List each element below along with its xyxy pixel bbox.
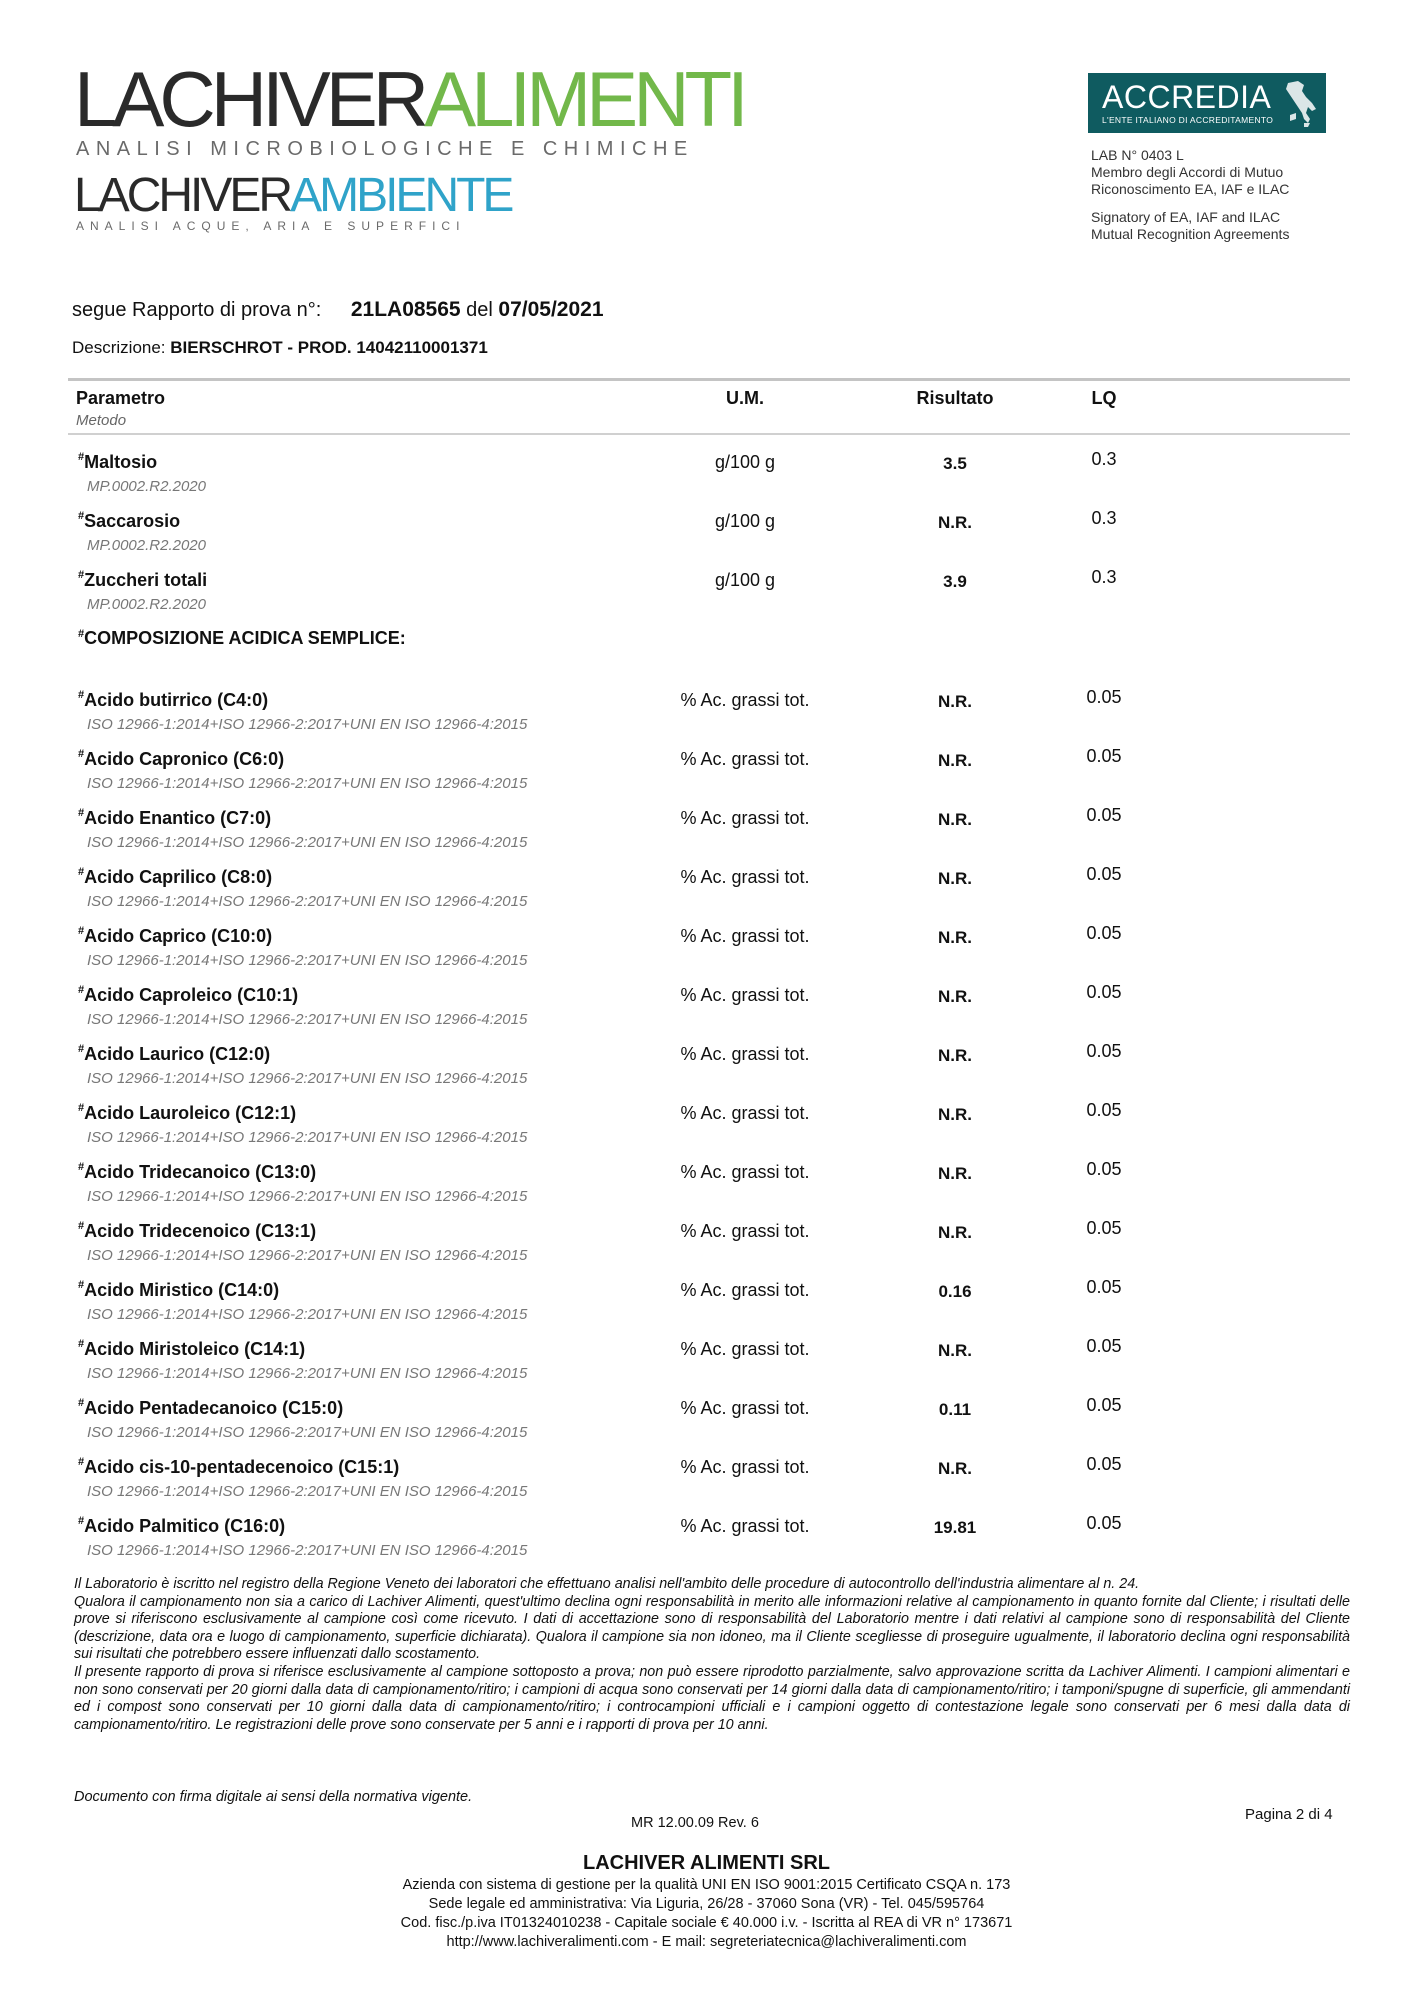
param-name bbox=[78, 1103, 296, 1124]
param-name bbox=[78, 1339, 305, 1360]
header-parametro: Parametro bbox=[76, 388, 166, 408]
accredia-signatory-line: Mutual Recognition Agreements bbox=[1091, 226, 1290, 242]
param-name bbox=[78, 1280, 279, 1301]
param-name-text: Acido cis-10-pentadecenoico (C15:1) bbox=[84, 1457, 400, 1477]
param-unit: % Ac. grassi tot. bbox=[680, 1516, 810, 1536]
param-name-text: Zuccheri totali bbox=[84, 570, 208, 590]
param-unit: % Ac. grassi tot. bbox=[680, 985, 810, 1005]
logo2-subtitle: ANALISI ACQUE, ARIA E SUPERFICI bbox=[76, 219, 466, 233]
param-name-text: Acido Caprilico (C8:0) bbox=[84, 867, 273, 887]
param-method: ISO 12966-1:2014+ISO 12966-2:2017+UNI EN ISO 12966-4:2015 bbox=[87, 834, 528, 851]
param-lq: 0.05 bbox=[1086, 864, 1122, 884]
accredited-mark: # bbox=[78, 1161, 85, 1173]
param-method: ISO 12966-1:2014+ISO 12966-2:2017+UNI EN ISO 12966-4:2015 bbox=[87, 1247, 528, 1264]
section-title-text: COMPOSIZIONE ACIDICA SEMPLICE: bbox=[84, 628, 406, 648]
param-method: ISO 12966-1:2014+ISO 12966-2:2017+UNI EN ISO 12966-4:2015 bbox=[87, 1011, 528, 1028]
param-unit: % Ac. grassi tot. bbox=[680, 1103, 810, 1123]
table-row bbox=[0, 508, 1413, 570]
param-method: ISO 12966-1:2014+ISO 12966-2:2017+UNI EN ISO 12966-4:2015 bbox=[87, 716, 528, 733]
param-result: N.R. bbox=[938, 692, 972, 711]
param-name bbox=[78, 985, 298, 1006]
param-result: N.R. bbox=[938, 869, 972, 888]
accredia-tagline: L'ENTE ITALIANO DI ACCREDITAMENTO bbox=[1102, 115, 1274, 125]
accredia-lab-text bbox=[1091, 147, 1289, 198]
param-name bbox=[78, 1516, 285, 1537]
param-name bbox=[78, 867, 272, 888]
param-result: 3.5 bbox=[943, 454, 967, 473]
accredia-lab-line: Riconoscimento EA, IAF e ILAC bbox=[1091, 181, 1290, 197]
param-name bbox=[78, 808, 271, 829]
param-lq: 0.3 bbox=[1091, 508, 1117, 528]
param-lq: 0.3 bbox=[1091, 449, 1117, 469]
param-name bbox=[78, 1162, 316, 1183]
param-result: 19.81 bbox=[933, 1518, 977, 1537]
param-name-text: Maltosio bbox=[84, 452, 158, 472]
param-unit: % Ac. grassi tot. bbox=[680, 1044, 810, 1064]
table-top-rule bbox=[68, 378, 1350, 381]
param-lq: 0.05 bbox=[1086, 1218, 1122, 1238]
lachiver-alimenti-logo bbox=[74, 55, 744, 143]
company-info-line: Azienda con sistema di gestione per la qualità UNI EN ISO 9001:2015 Certificato CSQA n. 173 bbox=[402, 1877, 1011, 1893]
param-name bbox=[78, 511, 180, 532]
lachiver-ambiente-logo bbox=[74, 169, 512, 222]
param-name-text: Saccarosio bbox=[84, 511, 181, 531]
param-lq: 0.05 bbox=[1086, 1454, 1122, 1474]
param-method: MP.0002.R2.2020 bbox=[87, 537, 206, 554]
param-lq: 0.05 bbox=[1086, 805, 1122, 825]
table-row bbox=[0, 1454, 1413, 1516]
header-risultato: Risultato bbox=[916, 388, 994, 408]
accredited-mark: # bbox=[78, 569, 85, 581]
param-result: N.R. bbox=[938, 1459, 972, 1478]
param-lq: 0.05 bbox=[1086, 1277, 1122, 1297]
param-name-text: Acido Enantico (C7:0) bbox=[84, 808, 272, 828]
accredited-mark: # bbox=[78, 866, 85, 878]
param-result: N.R. bbox=[938, 1105, 972, 1124]
logo-dark-text: LACHIVER bbox=[74, 55, 425, 143]
italy-map-icon bbox=[1282, 79, 1318, 129]
param-lq: 0.05 bbox=[1086, 923, 1122, 943]
param-unit: % Ac. grassi tot. bbox=[680, 1457, 810, 1477]
table-row bbox=[0, 1218, 1413, 1280]
param-result: N.R. bbox=[938, 751, 972, 770]
param-name-text: Acido Tridecenoico (C13:1) bbox=[84, 1221, 317, 1241]
param-lq: 0.05 bbox=[1086, 687, 1122, 707]
param-result: N.R. bbox=[938, 928, 972, 947]
param-method: ISO 12966-1:2014+ISO 12966-2:2017+UNI EN ISO 12966-4:2015 bbox=[87, 1070, 528, 1087]
param-unit: % Ac. grassi tot. bbox=[680, 926, 810, 946]
param-name-text: Acido Pentadecanoico (C15:0) bbox=[84, 1398, 344, 1418]
accredited-mark: # bbox=[78, 807, 85, 819]
param-result: N.R. bbox=[938, 1164, 972, 1183]
company-info-line: Sede legale ed amministrativa: Via Liguria, 26/28 - 37060 Sona (VR) - Tel. 045/595764 bbox=[428, 1896, 985, 1912]
header-lq: LQ bbox=[1091, 388, 1117, 408]
report-number: 21LA08565 bbox=[350, 298, 461, 321]
param-method: ISO 12966-1:2014+ISO 12966-2:2017+UNI EN ISO 12966-4:2015 bbox=[87, 1483, 528, 1500]
table-row bbox=[0, 1336, 1413, 1398]
accredia-name: ACCREDIA bbox=[1102, 79, 1272, 115]
accredited-mark: # bbox=[78, 451, 85, 463]
param-name bbox=[78, 690, 268, 711]
header-um: U.M. bbox=[726, 388, 764, 408]
description-value: BIERSCHROT - PROD. 14042110001371 bbox=[170, 338, 488, 357]
description-label: Descrizione: bbox=[72, 338, 166, 357]
disclaimer bbox=[74, 1576, 1350, 1734]
param-result: N.R. bbox=[938, 513, 972, 532]
param-result: N.R. bbox=[938, 1341, 972, 1360]
disclaimer-paragraph: Il Laboratorio è iscritto nel registro della Regione Veneto dei laboratori che effettuano analisi nell'ambito delle procedure di autocontrollo dell'industria alimentare al n. 24. bbox=[74, 1576, 1140, 1592]
accredia-lab-line: LAB N° 0403 L bbox=[1091, 147, 1184, 163]
param-lq: 0.05 bbox=[1086, 1100, 1122, 1120]
accredited-mark: # bbox=[78, 1338, 85, 1350]
param-name-text: Acido Palmitico (C16:0) bbox=[84, 1516, 286, 1536]
table-row bbox=[0, 1159, 1413, 1221]
accredited-mark: # bbox=[78, 1043, 85, 1055]
table-row bbox=[0, 1395, 1413, 1457]
report-prefix: segue Rapporto di prova n°: bbox=[72, 299, 322, 321]
table-row bbox=[0, 1041, 1413, 1103]
param-method: ISO 12966-1:2014+ISO 12966-2:2017+UNI EN ISO 12966-4:2015 bbox=[87, 1365, 528, 1382]
logo-subtitle: ANALISI MICROBIOLOGICHE E CHIMICHE bbox=[76, 138, 694, 160]
param-name-text: Acido Caproleico (C10:1) bbox=[84, 985, 299, 1005]
param-unit: % Ac. grassi tot. bbox=[680, 1221, 810, 1241]
accredited-mark: # bbox=[78, 689, 85, 701]
report-description bbox=[72, 338, 488, 358]
param-method: ISO 12966-1:2014+ISO 12966-2:2017+UNI EN ISO 12966-4:2015 bbox=[87, 1306, 528, 1323]
param-lq: 0.05 bbox=[1086, 746, 1122, 766]
accredited-mark: # bbox=[78, 628, 85, 640]
param-name bbox=[78, 1221, 316, 1242]
param-unit: % Ac. grassi tot. bbox=[680, 1398, 810, 1418]
param-name bbox=[78, 1044, 270, 1065]
form-code: MR 12.00.09 Rev. 6 bbox=[631, 1815, 759, 1831]
param-name bbox=[78, 1398, 343, 1419]
digital-signature-note: Documento con firma digitale ai sensi della normativa vigente. bbox=[74, 1789, 473, 1805]
param-unit: % Ac. grassi tot. bbox=[680, 690, 810, 710]
accredited-mark: # bbox=[78, 1515, 85, 1527]
param-unit: % Ac. grassi tot. bbox=[680, 808, 810, 828]
param-lq: 0.05 bbox=[1086, 1513, 1122, 1533]
param-method: MP.0002.R2.2020 bbox=[87, 478, 206, 495]
param-lq: 0.05 bbox=[1086, 1159, 1122, 1179]
logo-accent-text: ALIMENTI bbox=[424, 55, 744, 143]
param-result: 0.11 bbox=[938, 1400, 972, 1419]
param-name bbox=[78, 570, 207, 591]
param-result: 0.16 bbox=[938, 1282, 972, 1301]
param-method: ISO 12966-1:2014+ISO 12966-2:2017+UNI EN ISO 12966-4:2015 bbox=[87, 1424, 528, 1441]
param-method: ISO 12966-1:2014+ISO 12966-2:2017+UNI EN ISO 12966-4:2015 bbox=[87, 775, 528, 792]
section-title bbox=[78, 628, 406, 649]
accredited-mark: # bbox=[78, 748, 85, 760]
param-method: ISO 12966-1:2014+ISO 12966-2:2017+UNI EN ISO 12966-4:2015 bbox=[87, 893, 528, 910]
table-row bbox=[0, 1513, 1413, 1575]
accredia-signatory-text bbox=[1091, 209, 1289, 243]
table-row bbox=[0, 864, 1413, 926]
param-result: 3.9 bbox=[943, 572, 967, 591]
param-name-text: Acido Caprico (C10:0) bbox=[84, 926, 273, 946]
table-row bbox=[0, 982, 1413, 1044]
table-row bbox=[0, 923, 1413, 985]
param-name bbox=[78, 749, 284, 770]
logo2-accent-text: AMBIENTE bbox=[290, 169, 512, 222]
company-info bbox=[0, 1876, 1413, 1952]
accredited-mark: # bbox=[78, 1102, 85, 1114]
accredia-lab-line: Membro degli Accordi di Mutuo bbox=[1091, 164, 1284, 180]
param-method: MP.0002.R2.2020 bbox=[87, 596, 206, 613]
param-result: N.R. bbox=[938, 987, 972, 1006]
param-method: ISO 12966-1:2014+ISO 12966-2:2017+UNI EN ISO 12966-4:2015 bbox=[87, 1188, 528, 1205]
table-row bbox=[0, 805, 1413, 867]
accredited-mark: # bbox=[78, 1279, 85, 1291]
disclaimer-paragraph: Qualora il campionamento non sia a carico di Lachiver Alimenti, quest'ultimo declina ogni responsabilità in merito alle informazioni relative al campionamento in quanto fornite dal Cliente; i risultati delle prove si riferiscono esclusivamente al campione così come ricevuto. I dati di accettazione sono di responsabilità del Laboratorio mentre i dati relativi al campione sono di responsabilità del Cliente (descrizione, data ora e luogo di campionamento, superficie dichiarata). Qualora il campione sia non idoneo, ma il Cliente scegliesse di proseguire ugualmente, il laboratorio declina ogni responsabilità sui risultati che potrebbero essere influenzati dallo scostamento. bbox=[74, 1593, 1350, 1663]
param-method: ISO 12966-1:2014+ISO 12966-2:2017+UNI EN ISO 12966-4:2015 bbox=[87, 1129, 528, 1146]
param-unit: % Ac. grassi tot. bbox=[680, 1339, 810, 1359]
param-name bbox=[78, 926, 272, 947]
param-name-text: Acido Miristoleico (C14:1) bbox=[84, 1339, 306, 1359]
header-metodo: Metodo bbox=[76, 412, 127, 429]
accredited-mark: # bbox=[78, 1220, 85, 1232]
table-row bbox=[0, 1277, 1413, 1339]
company-info-line: http://www.lachiveralimenti.com - E mail: segreteriatecnica@lachiveralimenti.com bbox=[446, 1934, 967, 1950]
table-header-rule bbox=[68, 433, 1350, 435]
table-row bbox=[0, 449, 1413, 511]
page-number: Pagina 2 di 4 bbox=[1245, 1806, 1333, 1823]
report-date: 07/05/2021 bbox=[498, 298, 604, 321]
param-lq: 0.05 bbox=[1086, 1041, 1122, 1061]
table-row bbox=[0, 1100, 1413, 1162]
param-lq: 0.3 bbox=[1091, 567, 1117, 587]
param-unit: g/100 g bbox=[714, 452, 776, 472]
param-method: ISO 12966-1:2014+ISO 12966-2:2017+UNI EN ISO 12966-4:2015 bbox=[87, 952, 528, 969]
accredited-mark: # bbox=[78, 925, 85, 937]
param-unit: % Ac. grassi tot. bbox=[680, 867, 810, 887]
accredited-mark: # bbox=[78, 984, 85, 996]
param-method: ISO 12966-1:2014+ISO 12966-2:2017+UNI EN ISO 12966-4:2015 bbox=[87, 1542, 528, 1559]
param-name-text: Acido Miristico (C14:0) bbox=[84, 1280, 280, 1300]
param-result: N.R. bbox=[938, 810, 972, 829]
company-info-line: Cod. fisc./p.iva IT01324010238 - Capitale sociale € 40.000 i.v. - Iscritta al REA di VR n° 173671 bbox=[400, 1915, 1013, 1931]
accredited-mark: # bbox=[78, 1397, 85, 1409]
param-lq: 0.05 bbox=[1086, 982, 1122, 1002]
param-name-text: Acido Lauroleico (C12:1) bbox=[84, 1103, 297, 1123]
param-unit: g/100 g bbox=[714, 511, 776, 531]
table-row bbox=[0, 567, 1413, 629]
param-name bbox=[78, 1457, 399, 1478]
logo2-dark-text: LACHIVER bbox=[74, 169, 291, 222]
param-name-text: Acido butirrico (C4:0) bbox=[84, 690, 269, 710]
param-result: N.R. bbox=[938, 1223, 972, 1242]
param-lq: 0.05 bbox=[1086, 1336, 1122, 1356]
param-name-text: Acido Tridecanoico (C13:0) bbox=[84, 1162, 317, 1182]
accredited-mark: # bbox=[78, 1456, 85, 1468]
table-row bbox=[0, 687, 1413, 749]
table-row bbox=[0, 746, 1413, 808]
accredia-logo bbox=[1088, 73, 1326, 133]
disclaimer-paragraph: Il presente rapporto di prova si riferisce esclusivamente al campione sottoposto a prova; non può essere riprodotto parzialmente, salvo approvazione scritta da Lachiver Alimenti. I campioni alimentari e non sono conservati per 20 giorni dalla data di campionamento/ritiro; i campioni di acqua sono conservati per 14 giorni dalla data di campionamento/ritiro; i tamponi/spugne di superficie, gli ammendanti ed i compost sono conservati per 10 giorni dalla data di campionamento/ritiro; i controcampioni ufficiali e i campioni oggetto di contestazione legale sono conservati per 6 mesi dalla data di campionamento/ritiro. Le registrazioni delle prove sono conservate per 5 anni e i rapporti di prova per 10 anni. bbox=[74, 1663, 1350, 1733]
param-unit: % Ac. grassi tot. bbox=[680, 749, 810, 769]
accredia-signatory-line: Signatory of EA, IAF and ILAC bbox=[1091, 209, 1281, 225]
param-result: N.R. bbox=[938, 1046, 972, 1065]
param-unit: % Ac. grassi tot. bbox=[680, 1162, 810, 1182]
param-name bbox=[78, 452, 157, 473]
report-line bbox=[72, 298, 604, 322]
param-unit: % Ac. grassi tot. bbox=[680, 1280, 810, 1300]
report-del: del bbox=[466, 299, 493, 321]
accredited-mark: # bbox=[78, 510, 85, 522]
param-name-text: Acido Laurico (C12:0) bbox=[84, 1044, 271, 1064]
param-lq: 0.05 bbox=[1086, 1395, 1122, 1415]
param-name-text: Acido Capronico (C6:0) bbox=[84, 749, 285, 769]
param-unit: g/100 g bbox=[714, 570, 776, 590]
company-name: LACHIVER ALIMENTI SRL bbox=[582, 1852, 831, 1874]
